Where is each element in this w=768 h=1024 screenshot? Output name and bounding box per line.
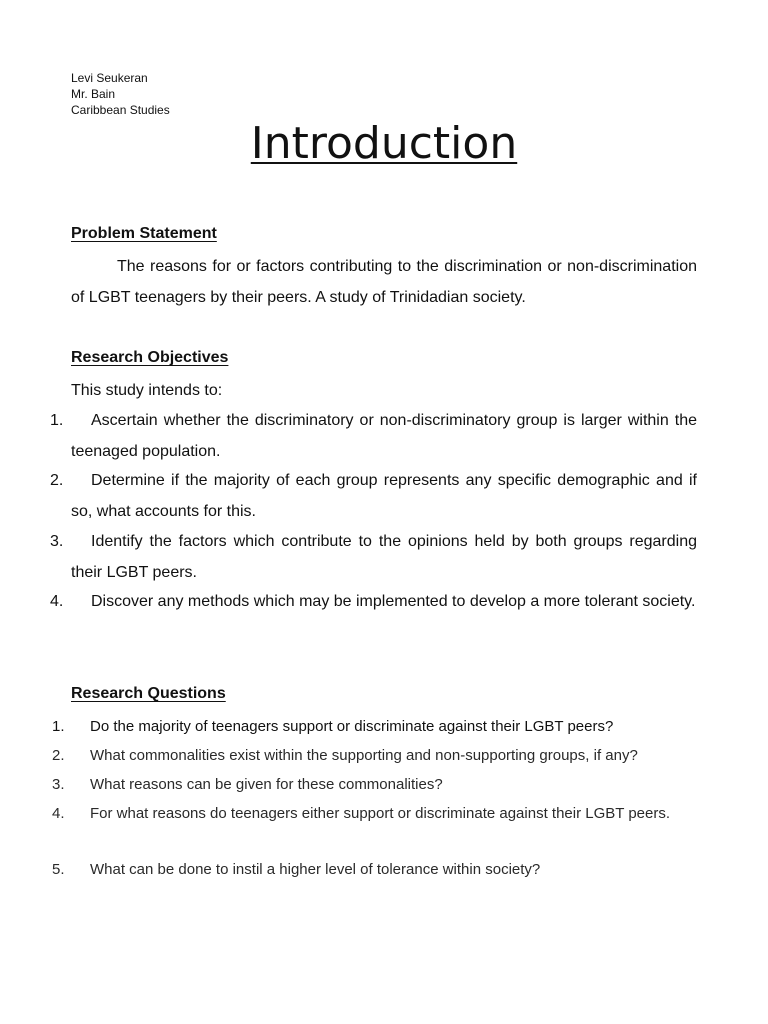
objective-text: Determine if the majority of each group represents any specific demographic and if so, what accounts for this. [71,472,697,520]
objective-number: 2. [50,472,64,489]
research-questions-heading: Research Questions [71,685,226,702]
subject-name: Caribbean Studies [71,103,170,117]
question-number: 2. [52,747,65,764]
objective-number: 4. [50,593,64,610]
research-objectives-heading: Research Objectives [71,349,229,366]
objective-text: Ascertain whether the discriminatory or non-discriminatory group is larger within the teenaged population. [71,412,697,460]
author-name: Levi Seukeran [71,71,148,85]
header-block [71,70,170,118]
question-number: 3. [52,776,65,793]
objectives-intro: This study intends to: [71,382,223,399]
question-number: 4. [52,805,65,822]
question-text: What can be done to instil a higher level of tolerance within society? [90,861,541,878]
objective-number: 3. [50,533,64,550]
objective-text: Identify the factors which contribute to the opinions held by both groups regarding their LGBT peers. [71,533,697,581]
objective-text: Discover any methods which may be implemented to develop a more tolerant society. [91,593,696,610]
problem-statement-heading: Problem Statement [71,225,217,242]
question-text: What reasons can be given for these commonalities? [90,776,443,793]
objective-number: 1. [50,412,64,429]
teacher-name: Mr. Bain [71,87,116,101]
question-text: What commonalities exist within the supporting and non-supporting groups, if any? [90,747,638,764]
question-text: Do the majority of teenagers support or discriminate against their LGBT peers? [90,718,614,735]
page-title: Introduction [250,118,518,169]
question-number: 5. [52,861,65,878]
problem-statement-text: The reasons for or factors contributing to the discrimination or non-discrimination of LGBT teenagers by their peers. A study of Trinidadian society. [71,258,697,306]
question-number: 1. [52,718,65,735]
question-text: For what reasons do teenagers either support or discriminate against their LGBT peers. [90,805,671,822]
